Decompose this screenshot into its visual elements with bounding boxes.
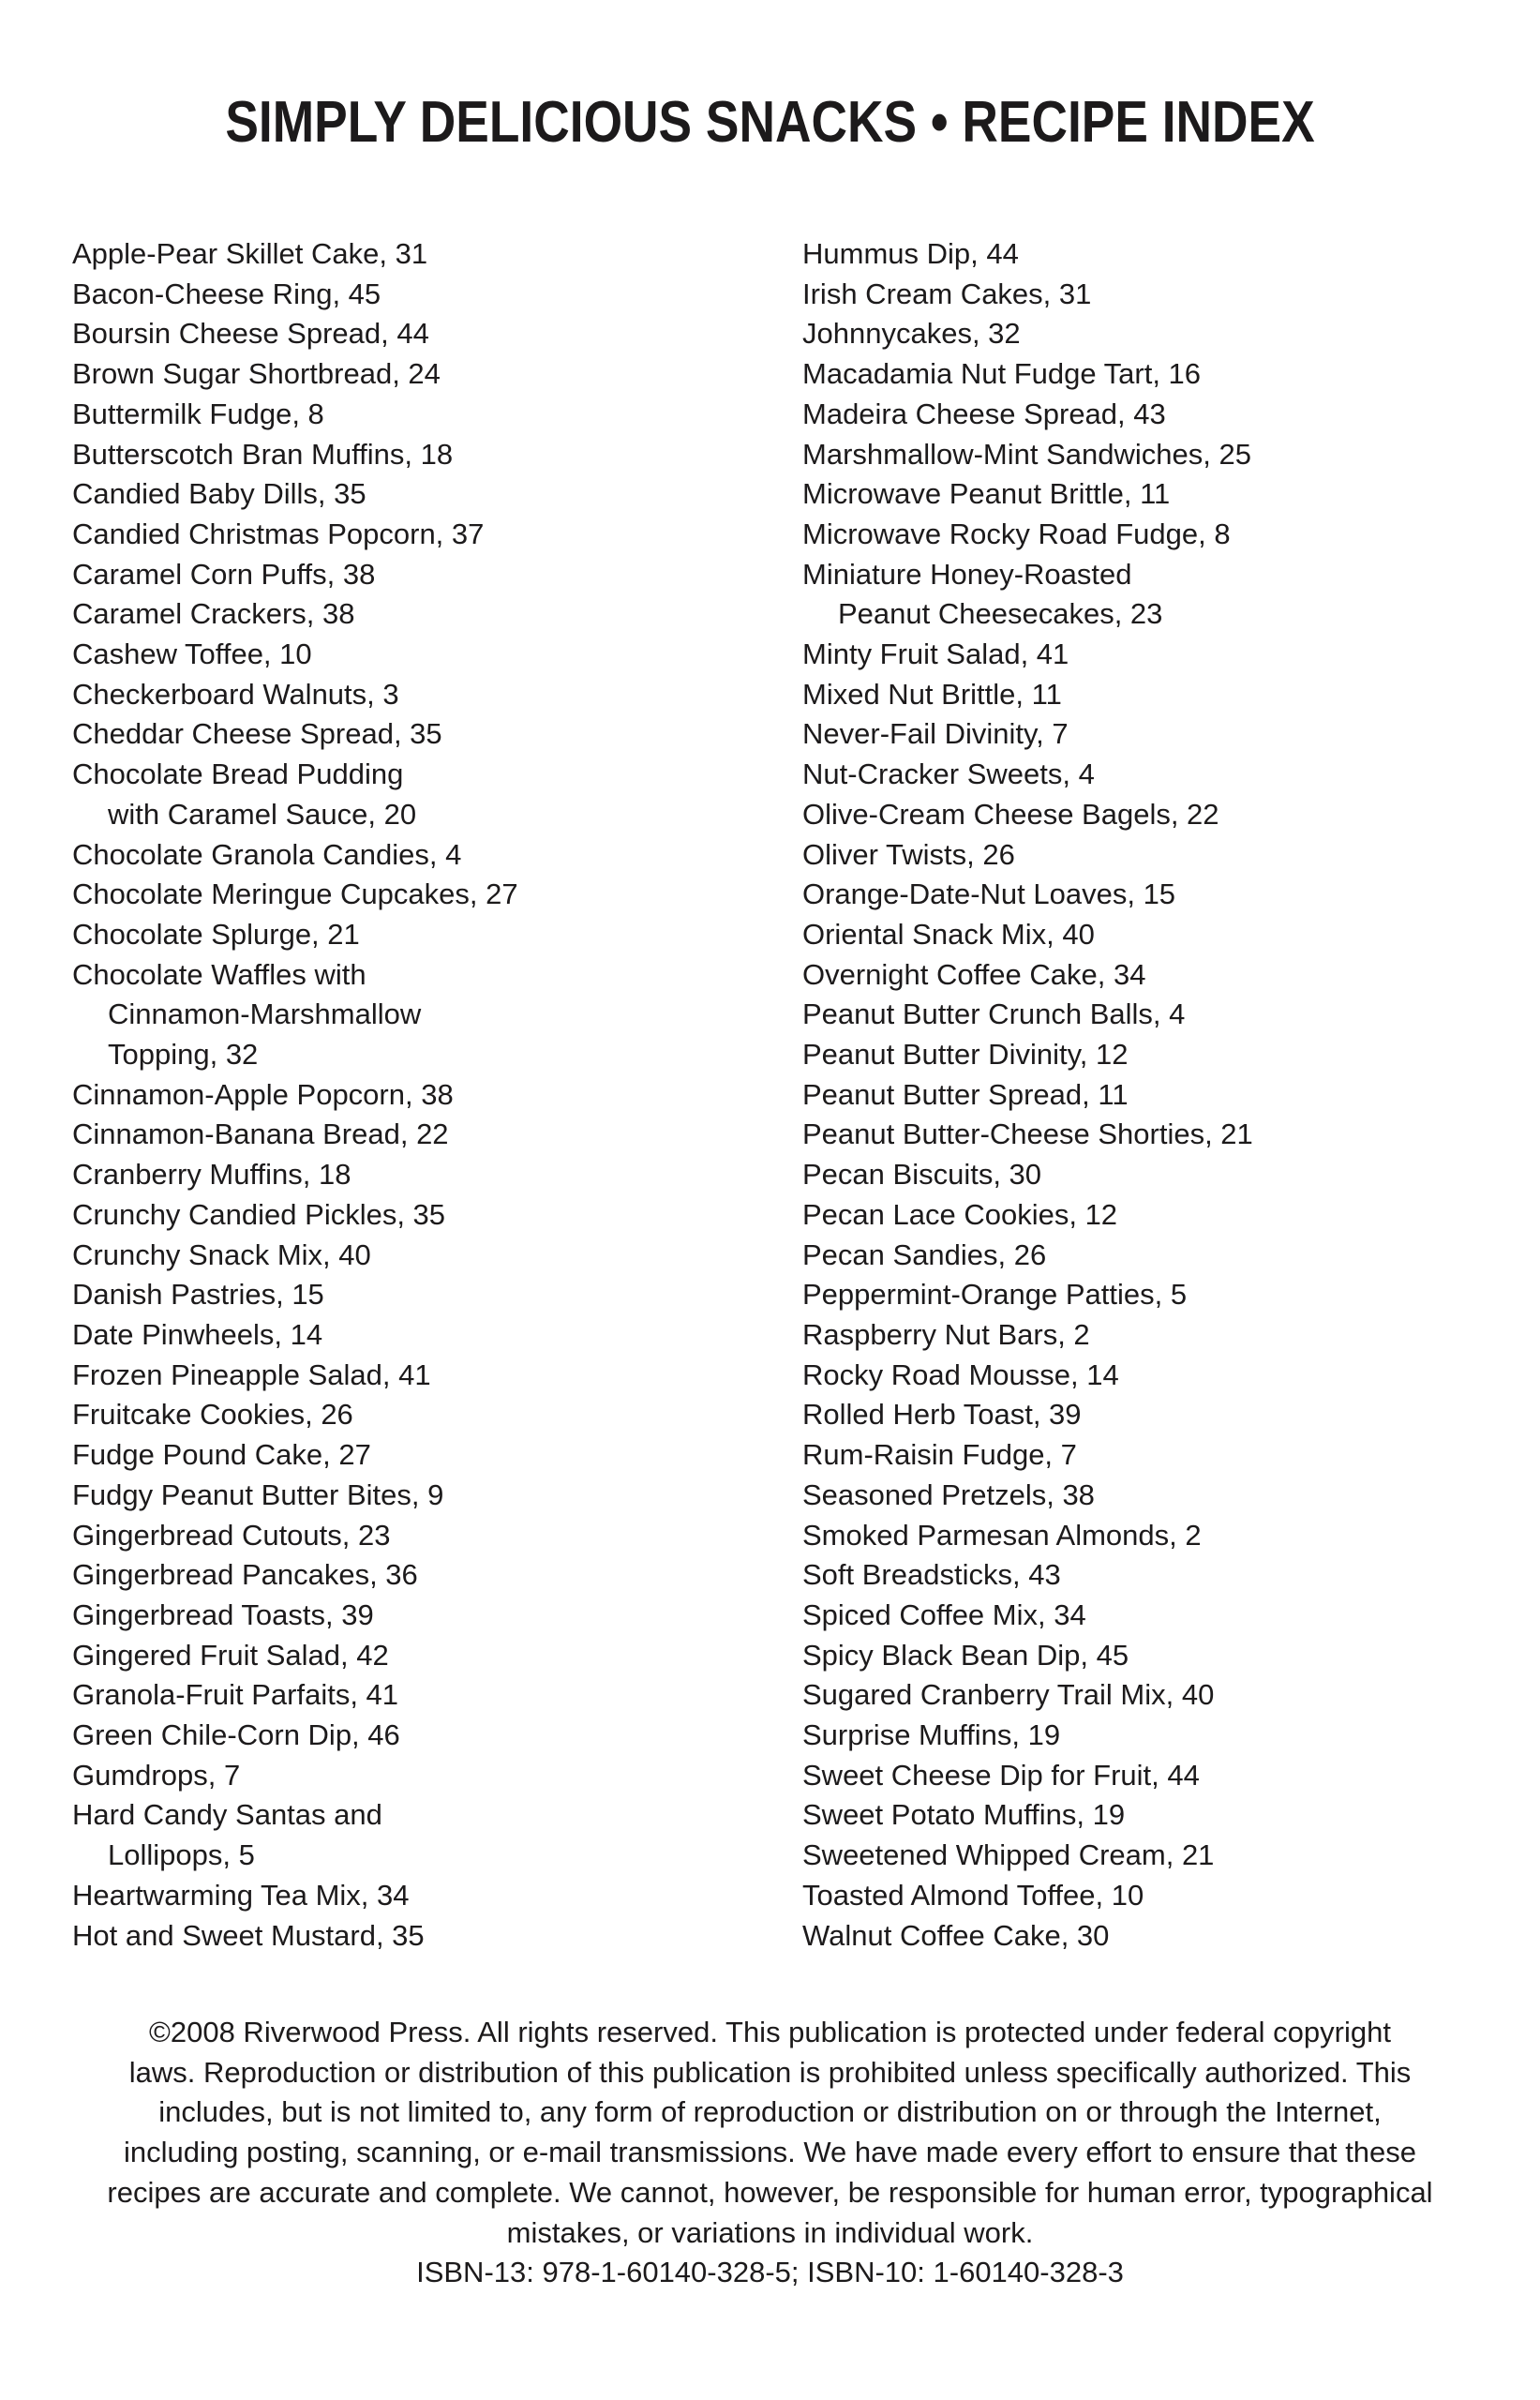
index-entry (802, 555, 1458, 635)
index-entry: Seasoned Pretzels, 38 (802, 1478, 1095, 1511)
index-entry: Pecan Sandies, 26 (802, 1238, 1047, 1271)
index-entry: Minty Fruit Salad, 41 (802, 638, 1069, 671)
index-entry: Gingerbread Cutouts, 23 (72, 1518, 391, 1552)
index-entry-continuation: Peanut Cheesecakes, 23 (838, 597, 1163, 631)
index-entry: Sugared Cranberry Trail Mix, 40 (802, 1678, 1215, 1712)
copyright-line: ©2008 Riverwood Press. All rights reserved. This publication is protected under federal copyright (149, 2016, 1391, 2048)
index-entry: Raspberry Nut Bars, 2 (802, 1317, 1090, 1351)
index-entry-line: Chocolate Bread Pudding (72, 758, 404, 791)
index-entry: Chocolate Meringue Cupcakes, 27 (72, 878, 518, 911)
index-entry: Pecan Biscuits, 30 (802, 1158, 1042, 1192)
index-entry: Cinnamon-Apple Popcorn, 38 (72, 1077, 454, 1111)
index-entry: Madeira Cheese Spread, 43 (802, 397, 1166, 430)
index-entry (72, 1795, 728, 1875)
copyright-line: recipes are accurate and complete. We cannot, however, be responsible for human error, typographical (107, 2175, 1433, 2209)
index-entry: Sweetened Whipped Cream, 21 (802, 1838, 1215, 1872)
index-entry-continuation: Lollipops, 5 (108, 1838, 255, 1872)
index-entry: Nut-Cracker Sweets, 4 (802, 758, 1095, 791)
copyright-notice (0, 2013, 1540, 2293)
index-entry: Toasted Almond Toffee, 10 (802, 1878, 1144, 1912)
index-entry: Peanut Butter Divinity, 12 (802, 1038, 1129, 1072)
copyright-line: laws. Reproduction or distribution of this publication is prohibited unless specifically authorized. This (128, 2055, 1412, 2089)
index-entry: Checkerboard Walnuts, 3 (72, 677, 399, 711)
index-entry: Rum-Raisin Fudge, 7 (802, 1438, 1077, 1472)
index-entry: Candied Christmas Popcorn, 37 (72, 517, 485, 550)
index-entry: Cinnamon-Banana Bread, 22 (72, 1118, 449, 1151)
index-entry: Sweet Potato Muffins, 19 (802, 1798, 1126, 1832)
index-entry: Buttermilk Fudge, 8 (72, 397, 324, 430)
index-entry: Caramel Corn Puffs, 38 (72, 557, 376, 591)
index-entry: Pecan Lace Cookies, 12 (802, 1197, 1118, 1231)
index-entry: Microwave Rocky Road Fudge, 8 (802, 517, 1231, 550)
index-entry (72, 955, 728, 1075)
index-entry-line: Chocolate Waffles with (72, 957, 366, 991)
index-entry: Soft Breadsticks, 43 (802, 1558, 1061, 1592)
index-entry: Oriental Snack Mix, 40 (802, 917, 1095, 951)
index-entry: Chocolate Splurge, 21 (72, 917, 360, 951)
copyright-line: mistakes, or variations in individual work. (506, 2215, 1034, 2249)
index-entry-line: Miniature Honey-Roasted (802, 557, 1132, 591)
index-entry: Smoked Parmesan Almonds, 2 (802, 1518, 1202, 1552)
index-entry: Oliver Twists, 26 (802, 837, 1015, 871)
index-entry: Johnnycakes, 32 (802, 317, 1021, 351)
index-entry: Peanut Butter-Cheese Shorties, 21 (802, 1118, 1253, 1151)
index-entry: Spicy Black Bean Dip, 45 (802, 1638, 1129, 1672)
index-entry: Marshmallow-Mint Sandwiches, 25 (802, 437, 1251, 471)
index-entry: Fruitcake Cookies, 26 (72, 1398, 353, 1432)
index-entry: Hummus Dip, 44 (802, 237, 1019, 270)
index-entry: Granola-Fruit Parfaits, 41 (72, 1678, 399, 1712)
index-entry: Rolled Herb Toast, 39 (802, 1398, 1082, 1432)
index-entry: Olive-Cream Cheese Bagels, 22 (802, 797, 1219, 831)
index-entry: Candied Baby Dills, 35 (72, 477, 366, 511)
index-entry: Heartwarming Tea Mix, 34 (72, 1878, 410, 1912)
index-entry: Cranberry Muffins, 18 (72, 1158, 351, 1192)
index-entry: Frozen Pineapple Salad, 41 (72, 1358, 431, 1391)
index-entry: Danish Pastries, 15 (72, 1278, 324, 1312)
index-entry: Orange-Date-Nut Loaves, 15 (802, 878, 1176, 911)
index-entry: Gumdrops, 7 (72, 1758, 241, 1792)
copyright-line: includes, but is not limited to, any form of reproduction or distribution on or through the Internet, (158, 2095, 1382, 2129)
index-entry-continuation: with Caramel Sauce, 20 (108, 797, 417, 831)
index-entry: Rocky Road Mousse, 14 (802, 1358, 1119, 1391)
index-column-left (72, 234, 728, 1956)
index-entry: Bacon-Cheese Ring, 45 (72, 277, 381, 310)
index-entry: Macadamia Nut Fudge Tart, 16 (802, 357, 1202, 391)
index-entry: Microwave Peanut Brittle, 11 (802, 477, 1171, 511)
index-entry: Crunchy Snack Mix, 40 (72, 1238, 371, 1271)
index-entry: Boursin Cheese Spread, 44 (72, 317, 429, 351)
copyright-line: including posting, scanning, or e-mail transmissions. We have made every effort to ensure that these (123, 2136, 1417, 2169)
index-entry: Cheddar Cheese Spread, 35 (72, 717, 442, 751)
index-entry: Cashew Toffee, 10 (72, 638, 312, 671)
index-entry: Crunchy Candied Pickles, 35 (72, 1197, 446, 1231)
isbn-line: ISBN-13: 978-1-60140-328-5; ISBN-10: 1-60140-328-3 (416, 2256, 1124, 2289)
index-entry: Peanut Butter Crunch Balls, 4 (802, 998, 1186, 1031)
index-entry: Fudgy Peanut Butter Bites, 9 (72, 1478, 444, 1511)
index-entry-line: Hard Candy Santas and (72, 1798, 382, 1832)
index-entry: Chocolate Granola Candies, 4 (72, 837, 462, 871)
index-entry: Apple-Pear Skillet Cake, 31 (72, 237, 428, 270)
index-entry: Caramel Crackers, 38 (72, 597, 355, 631)
index-entry: Brown Sugar Shortbread, 24 (72, 357, 441, 391)
index-entry-continuation: Topping, 32 (108, 1038, 259, 1072)
index-entry: Gingered Fruit Salad, 42 (72, 1638, 389, 1672)
index-entry: Irish Cream Cakes, 31 (802, 277, 1092, 310)
page-title: SIMPLY DELICIOUS SNACKS • RECIPE INDEX (225, 90, 1315, 155)
index-entry: Sweet Cheese Dip for Fruit, 44 (802, 1758, 1200, 1792)
index-entry: Green Chile-Corn Dip, 46 (72, 1718, 400, 1752)
index-entry: Overnight Coffee Cake, 34 (802, 957, 1146, 991)
index-entry: Date Pinwheels, 14 (72, 1317, 323, 1351)
index-entry: Mixed Nut Brittle, 11 (802, 677, 1062, 711)
index-entry-continuation: Cinnamon-Marshmallow (108, 998, 422, 1031)
index-entry: Spiced Coffee Mix, 34 (802, 1598, 1086, 1631)
index-entry: Gingerbread Pancakes, 36 (72, 1558, 418, 1592)
index-entry: Walnut Coffee Cake, 30 (802, 1918, 1110, 1952)
index-column-right (802, 234, 1458, 1956)
index-entry: Peppermint-Orange Patties, 5 (802, 1278, 1188, 1312)
index-entry (72, 755, 728, 834)
index-entry: Fudge Pound Cake, 27 (72, 1438, 371, 1472)
index-entry: Butterscotch Bran Muffins, 18 (72, 437, 454, 471)
index-entry: Hot and Sweet Mustard, 35 (72, 1918, 425, 1952)
index-entry: Gingerbread Toasts, 39 (72, 1598, 374, 1631)
index-entry: Never-Fail Divinity, 7 (802, 717, 1069, 751)
index-entry: Peanut Butter Spread, 11 (802, 1077, 1129, 1111)
index-entry: Surprise Muffins, 19 (802, 1718, 1061, 1752)
